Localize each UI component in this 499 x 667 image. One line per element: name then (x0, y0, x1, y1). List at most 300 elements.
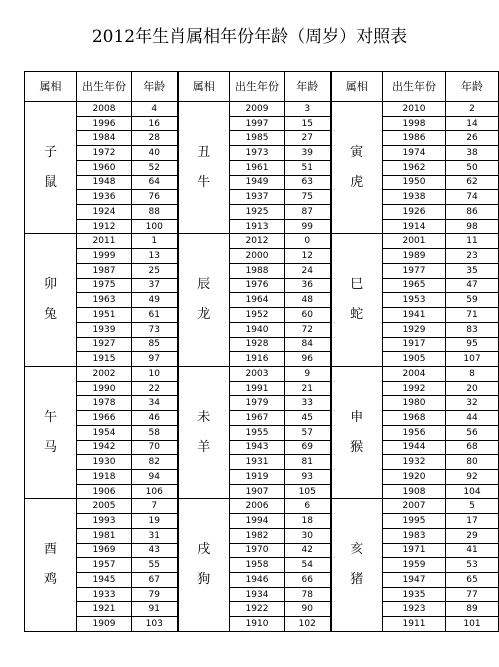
birth-year-cell: 1965 (383, 278, 446, 293)
age-cell: 72 (285, 322, 331, 337)
age-cell: 77 (446, 587, 499, 602)
age-cell: 17 (446, 514, 499, 529)
age-cell: 74 (446, 190, 499, 205)
table-row (25, 308, 499, 323)
birth-year-cell: 1937 (230, 190, 285, 205)
age-cell: 82 (132, 455, 178, 470)
header-birth-year: 出生年份 (383, 72, 446, 102)
age-cell: 64 (132, 175, 178, 190)
birth-year-cell: 1913 (230, 219, 285, 234)
birth-year-cell: 1923 (383, 602, 446, 617)
header-age: 年龄 (446, 72, 499, 102)
table-row (25, 425, 499, 440)
header-zodiac: 属相 (25, 72, 77, 102)
birth-year-cell: 1973 (230, 146, 285, 161)
age-cell: 65 (446, 573, 499, 588)
table-row (25, 587, 499, 602)
table-row (25, 190, 499, 205)
age-cell: 81 (285, 455, 331, 470)
birth-year-cell: 1992 (383, 381, 446, 396)
age-cell: 40 (132, 146, 178, 161)
age-cell: 13 (132, 249, 178, 264)
birth-year-cell: 1949 (230, 175, 285, 190)
table-row (25, 322, 499, 337)
age-cell: 59 (446, 293, 499, 308)
age-cell: 9 (285, 366, 331, 381)
birth-year-cell: 1978 (77, 396, 132, 411)
birth-year-cell: 1927 (77, 337, 132, 352)
age-cell: 34 (132, 396, 178, 411)
age-cell: 73 (132, 322, 178, 337)
age-cell: 104 (446, 484, 499, 499)
birth-year-cell: 1910 (230, 617, 285, 632)
birth-year-cell: 1926 (383, 205, 446, 220)
birth-year-cell: 1928 (230, 337, 285, 352)
header-birth-year: 出生年份 (77, 72, 132, 102)
zodiac-branch: 子 (43, 144, 57, 160)
birth-year-cell: 2002 (77, 366, 132, 381)
zodiac-cell (178, 499, 230, 632)
birth-year-cell: 1987 (77, 263, 132, 278)
birth-year-cell: 1996 (77, 116, 132, 131)
birth-year-cell: 1999 (77, 249, 132, 264)
table-row (25, 573, 499, 588)
zodiac-branch: 申 (350, 409, 364, 425)
age-cell: 45 (285, 411, 331, 426)
age-cell: 10 (132, 366, 178, 381)
age-cell: 66 (285, 573, 331, 588)
birth-year-cell: 1958 (230, 558, 285, 573)
page-title: 2012年生肖属相年份年龄（周岁）对照表 (91, 27, 408, 47)
age-cell: 76 (132, 190, 178, 205)
zodiac-age-table (24, 71, 499, 632)
age-cell: 4 (132, 102, 178, 117)
age-cell: 5 (446, 499, 499, 514)
table-row (25, 366, 499, 381)
birth-year-cell: 1908 (383, 484, 446, 499)
birth-year-cell: 1933 (77, 587, 132, 602)
age-cell: 90 (285, 602, 331, 617)
age-cell: 46 (132, 411, 178, 426)
birth-year-cell: 2008 (77, 102, 132, 117)
age-cell: 36 (285, 278, 331, 293)
birth-year-cell: 1979 (230, 396, 285, 411)
birth-year-cell: 2005 (77, 499, 132, 514)
age-cell: 24 (285, 263, 331, 278)
birth-year-cell: 2010 (383, 102, 446, 117)
age-cell: 51 (285, 160, 331, 175)
birth-year-cell: 1935 (383, 587, 446, 602)
birth-year-cell: 1924 (77, 205, 132, 220)
age-cell: 78 (285, 587, 331, 602)
zodiac-cell (178, 102, 230, 234)
birth-year-cell: 1917 (383, 337, 446, 352)
birth-year-cell: 2000 (230, 249, 285, 264)
age-cell: 49 (132, 293, 178, 308)
age-cell: 8 (446, 366, 499, 381)
age-cell: 32 (446, 396, 499, 411)
zodiac-cell (331, 499, 383, 632)
table-row (25, 146, 499, 161)
birth-year-cell: 1993 (77, 514, 132, 529)
zodiac-branch: 寅 (350, 144, 364, 160)
zodiac-cell (25, 102, 77, 234)
birth-year-cell: 1925 (230, 205, 285, 220)
zodiac-animal: 鼠 (43, 174, 57, 190)
zodiac-animal: 鸡 (43, 572, 57, 588)
table-row (25, 440, 499, 455)
birth-year-cell: 2006 (230, 499, 285, 514)
birth-year-cell: 2004 (383, 366, 446, 381)
birth-year-cell: 1943 (230, 440, 285, 455)
zodiac-branch: 戌 (197, 542, 211, 558)
birth-year-cell: 1911 (383, 617, 446, 632)
table-row (25, 131, 499, 146)
zodiac-cell (178, 366, 230, 498)
age-cell: 16 (132, 116, 178, 131)
birth-year-cell: 1934 (230, 587, 285, 602)
age-cell: 101 (446, 617, 499, 632)
age-cell: 85 (132, 337, 178, 352)
birth-year-cell: 1919 (230, 469, 285, 484)
birth-year-cell: 1982 (230, 528, 285, 543)
age-cell: 18 (285, 514, 331, 529)
table-body (25, 102, 499, 632)
zodiac-branch: 辰 (197, 277, 211, 293)
age-cell: 63 (285, 175, 331, 190)
birth-year-cell: 1940 (230, 322, 285, 337)
birth-year-cell: 1955 (230, 425, 285, 440)
age-cell: 100 (132, 219, 178, 234)
age-cell: 71 (446, 308, 499, 323)
age-cell: 93 (285, 469, 331, 484)
birth-year-cell: 1945 (77, 573, 132, 588)
birth-year-cell: 1915 (77, 352, 132, 367)
table-row (25, 469, 499, 484)
age-cell: 35 (446, 263, 499, 278)
birth-year-cell: 1964 (230, 293, 285, 308)
age-cell: 61 (132, 308, 178, 323)
birth-year-cell: 1920 (383, 469, 446, 484)
birth-year-cell: 1983 (383, 528, 446, 543)
birth-year-cell: 2012 (230, 234, 285, 249)
zodiac-animal: 龙 (197, 307, 211, 323)
age-cell: 105 (285, 484, 331, 499)
table-row (25, 352, 499, 367)
age-cell: 47 (446, 278, 499, 293)
age-cell: 67 (132, 573, 178, 588)
birth-year-cell: 1956 (383, 425, 446, 440)
table-row (25, 102, 499, 117)
birth-year-cell: 1963 (77, 293, 132, 308)
zodiac-branch: 未 (197, 409, 211, 425)
age-cell: 21 (285, 381, 331, 396)
birth-year-cell: 1944 (383, 440, 446, 455)
age-cell: 6 (285, 499, 331, 514)
table-row (25, 160, 499, 175)
age-cell: 28 (132, 131, 178, 146)
birth-year-cell: 2001 (383, 234, 446, 249)
age-cell: 42 (285, 543, 331, 558)
zodiac-animal: 兔 (43, 307, 57, 323)
age-cell: 29 (446, 528, 499, 543)
table-row (25, 205, 499, 220)
birth-year-cell: 1936 (77, 190, 132, 205)
birth-year-cell: 1974 (383, 146, 446, 161)
age-cell: 89 (446, 602, 499, 617)
table-row (25, 219, 499, 234)
table-row (25, 617, 499, 632)
birth-year-cell: 1995 (383, 514, 446, 529)
age-cell: 11 (446, 234, 499, 249)
age-cell: 79 (132, 587, 178, 602)
header-zodiac: 属相 (178, 72, 230, 102)
age-cell: 33 (285, 396, 331, 411)
zodiac-cell (178, 234, 230, 366)
age-cell: 87 (285, 205, 331, 220)
age-cell: 92 (446, 469, 499, 484)
age-cell: 27 (285, 131, 331, 146)
birth-year-cell: 1939 (77, 322, 132, 337)
age-cell: 22 (132, 381, 178, 396)
age-cell: 31 (132, 528, 178, 543)
header-zodiac: 属相 (331, 72, 383, 102)
age-cell: 44 (446, 411, 499, 426)
age-cell: 23 (446, 249, 499, 264)
age-cell: 70 (132, 440, 178, 455)
age-cell: 62 (446, 175, 499, 190)
table-row (25, 558, 499, 573)
zodiac-animal: 牛 (197, 174, 211, 190)
age-cell: 39 (285, 146, 331, 161)
age-cell: 7 (132, 499, 178, 514)
birth-year-cell: 1980 (383, 396, 446, 411)
birth-year-cell: 1988 (230, 263, 285, 278)
zodiac-cell (331, 366, 383, 498)
birth-year-cell: 1947 (383, 573, 446, 588)
birth-year-cell: 1950 (383, 175, 446, 190)
age-cell: 102 (285, 617, 331, 632)
age-cell: 3 (285, 102, 331, 117)
table-row (25, 411, 499, 426)
zodiac-animal: 猴 (350, 439, 364, 455)
age-cell: 1 (132, 234, 178, 249)
birth-year-cell: 1998 (383, 116, 446, 131)
birth-year-cell: 1994 (230, 514, 285, 529)
age-cell: 96 (285, 352, 331, 367)
birth-year-cell: 1938 (383, 190, 446, 205)
birth-year-cell: 1909 (77, 617, 132, 632)
header-age: 年龄 (285, 72, 331, 102)
birth-year-cell: 1990 (77, 381, 132, 396)
zodiac-branch: 巳 (350, 277, 364, 293)
age-cell: 103 (132, 617, 178, 632)
birth-year-cell: 1946 (230, 573, 285, 588)
age-cell: 20 (446, 381, 499, 396)
birth-year-cell: 1966 (77, 411, 132, 426)
table-row (25, 528, 499, 543)
birth-year-cell: 1921 (77, 602, 132, 617)
age-cell: 2 (446, 102, 499, 117)
birth-year-cell: 2009 (230, 102, 285, 117)
birth-year-cell: 1941 (383, 308, 446, 323)
birth-year-cell: 1962 (383, 160, 446, 175)
birth-year-cell: 1977 (383, 263, 446, 278)
age-cell: 26 (446, 131, 499, 146)
age-cell: 30 (285, 528, 331, 543)
birth-year-cell: 1961 (230, 160, 285, 175)
birth-year-cell: 1922 (230, 602, 285, 617)
age-cell: 68 (446, 440, 499, 455)
table-row (25, 249, 499, 264)
birth-year-cell: 1918 (77, 469, 132, 484)
zodiac-cell (25, 234, 77, 366)
age-cell: 94 (132, 469, 178, 484)
birth-year-cell: 1954 (77, 425, 132, 440)
birth-year-cell: 1929 (383, 322, 446, 337)
table-row (25, 278, 499, 293)
birth-year-cell: 1932 (383, 455, 446, 470)
zodiac-branch: 午 (43, 409, 57, 425)
age-cell: 88 (132, 205, 178, 220)
birth-year-cell: 1905 (383, 352, 446, 367)
table-row (25, 484, 499, 499)
zodiac-animal: 猪 (350, 572, 364, 588)
table-row (25, 602, 499, 617)
table-row (25, 455, 499, 470)
age-cell: 48 (285, 293, 331, 308)
age-cell: 41 (446, 543, 499, 558)
table-row (25, 263, 499, 278)
age-cell: 83 (446, 322, 499, 337)
birth-year-cell: 1960 (77, 160, 132, 175)
header-birth-year: 出生年份 (230, 72, 285, 102)
birth-year-cell: 1972 (77, 146, 132, 161)
birth-year-cell: 2007 (383, 499, 446, 514)
birth-year-cell: 1991 (230, 381, 285, 396)
birth-year-cell: 1970 (230, 543, 285, 558)
zodiac-branch: 亥 (350, 542, 364, 558)
age-cell: 97 (132, 352, 178, 367)
age-cell: 15 (285, 116, 331, 131)
age-cell: 43 (132, 543, 178, 558)
birth-year-cell: 1975 (77, 278, 132, 293)
birth-year-cell: 1931 (230, 455, 285, 470)
zodiac-animal: 虎 (350, 174, 364, 190)
birth-year-cell: 1981 (77, 528, 132, 543)
zodiac-cell (25, 366, 77, 498)
zodiac-animal: 狗 (197, 572, 211, 588)
birth-year-cell: 1985 (230, 131, 285, 146)
birth-year-cell: 1976 (230, 278, 285, 293)
zodiac-branch: 丑 (197, 144, 211, 160)
age-cell: 107 (446, 352, 499, 367)
table-row (25, 234, 499, 249)
birth-year-cell: 1952 (230, 308, 285, 323)
birth-year-cell: 2003 (230, 366, 285, 381)
age-cell: 98 (446, 219, 499, 234)
table-row (25, 175, 499, 190)
age-cell: 75 (285, 190, 331, 205)
table-row (25, 116, 499, 131)
age-cell: 106 (132, 484, 178, 499)
age-cell: 38 (446, 146, 499, 161)
birth-year-cell: 1912 (77, 219, 132, 234)
age-cell: 57 (285, 425, 331, 440)
header-age: 年龄 (132, 72, 178, 102)
age-cell: 60 (285, 308, 331, 323)
table-row (25, 337, 499, 352)
birth-year-cell: 1959 (383, 558, 446, 573)
table-row (25, 381, 499, 396)
age-cell: 55 (132, 558, 178, 573)
age-cell: 37 (132, 278, 178, 293)
age-cell: 50 (446, 160, 499, 175)
birth-year-cell: 1942 (77, 440, 132, 455)
age-cell: 12 (285, 249, 331, 264)
birth-year-cell: 1951 (77, 308, 132, 323)
birth-year-cell: 1948 (77, 175, 132, 190)
birth-year-cell: 1930 (77, 455, 132, 470)
table-row (25, 396, 499, 411)
age-cell: 95 (446, 337, 499, 352)
birth-year-cell: 1997 (230, 116, 285, 131)
age-cell: 58 (132, 425, 178, 440)
age-cell: 91 (132, 602, 178, 617)
age-cell: 86 (446, 205, 499, 220)
table-row (25, 514, 499, 529)
birth-year-cell: 1986 (383, 131, 446, 146)
birth-year-cell: 1953 (383, 293, 446, 308)
table-row (25, 543, 499, 558)
birth-year-cell: 1907 (230, 484, 285, 499)
birth-year-cell: 1971 (383, 543, 446, 558)
age-cell: 19 (132, 514, 178, 529)
zodiac-cell (331, 234, 383, 366)
age-cell: 52 (132, 160, 178, 175)
zodiac-cell (331, 102, 383, 234)
age-cell: 14 (446, 116, 499, 131)
zodiac-branch: 卯 (43, 277, 57, 293)
birth-year-cell: 1989 (383, 249, 446, 264)
birth-year-cell: 1967 (230, 411, 285, 426)
zodiac-animal: 马 (43, 439, 57, 455)
zodiac-branch: 酉 (43, 542, 57, 558)
age-cell: 0 (285, 234, 331, 249)
table-row (25, 293, 499, 308)
age-cell: 53 (446, 558, 499, 573)
birth-year-cell: 1968 (383, 411, 446, 426)
age-cell: 54 (285, 558, 331, 573)
age-cell: 56 (446, 425, 499, 440)
birth-year-cell: 1906 (77, 484, 132, 499)
birth-year-cell: 1914 (383, 219, 446, 234)
table-row (25, 499, 499, 514)
age-cell: 25 (132, 263, 178, 278)
birth-year-cell: 1916 (230, 352, 285, 367)
birth-year-cell: 1984 (77, 131, 132, 146)
age-cell: 99 (285, 219, 331, 234)
zodiac-animal: 蛇 (350, 307, 364, 323)
zodiac-animal: 羊 (197, 439, 211, 455)
birth-year-cell: 2011 (77, 234, 132, 249)
age-cell: 80 (446, 455, 499, 470)
header-row (25, 72, 499, 102)
age-cell: 84 (285, 337, 331, 352)
birth-year-cell: 1969 (77, 543, 132, 558)
zodiac-cell (25, 499, 77, 632)
age-cell: 69 (285, 440, 331, 455)
